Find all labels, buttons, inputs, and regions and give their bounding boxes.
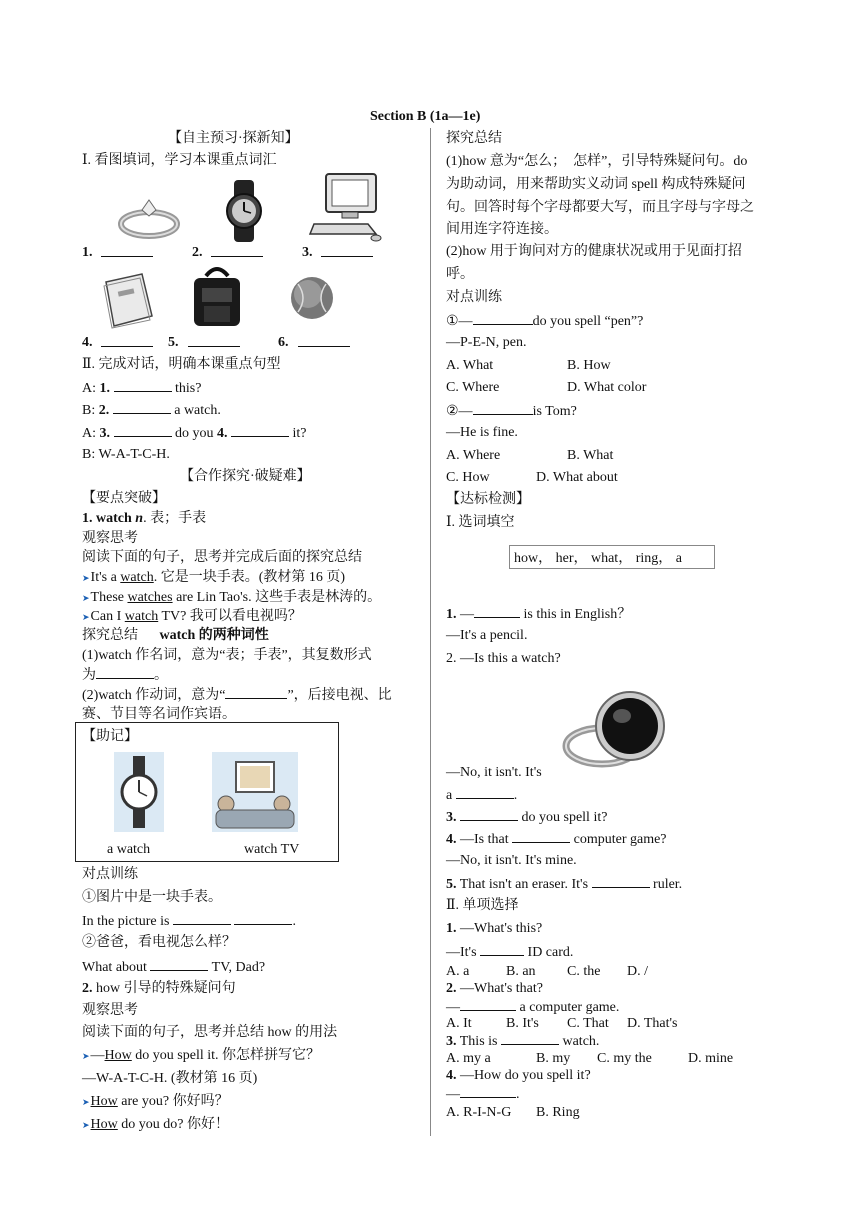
key-points-heading: 【要点突破】 (82, 491, 166, 506)
mc-2-question: 2. —What's that? (446, 981, 543, 996)
mc-4-question: 4. —How do you spell it? (446, 1068, 591, 1083)
drill-1-blank-a[interactable] (173, 912, 231, 925)
picture-number-1: 1. (82, 245, 93, 260)
picture-number-6: 6. (278, 335, 289, 350)
drill-q1-blank[interactable] (473, 312, 533, 325)
memo-caption-watch-tv: watch TV (244, 842, 300, 857)
picture-number-5: 5. (168, 335, 179, 350)
part-of-speech: n (135, 511, 144, 526)
answer-blank-2[interactable] (211, 244, 263, 257)
how-usage-line-2: 为助动词，用来帮助实义动词 spell 构成特殊疑问 (446, 177, 746, 192)
drill-2-blank[interactable] (150, 958, 208, 971)
drill-label: 对点训练 (82, 867, 138, 882)
key-word: watch (96, 511, 132, 526)
mc-3-blank[interactable] (501, 1032, 559, 1045)
mc-1-option-b[interactable]: B. an (506, 964, 536, 979)
mc-1-answer: —It's ID card. (446, 945, 574, 960)
fill-1-blank[interactable] (474, 605, 520, 618)
bullet-arrow-icon: ➤ (82, 1097, 90, 1107)
fill-2-blank[interactable] (456, 786, 514, 799)
drill-2-chinese: ②爸爸，看电视怎么样？ (82, 935, 236, 950)
watch-tv-memo-image (212, 752, 298, 832)
read-think-instruction: 阅读下面的句子，思考并完成后面的探究总结 (82, 550, 362, 565)
dialog-line-2 (82, 401, 221, 420)
dialog-blank-3[interactable] (114, 424, 172, 437)
memo-caption-watch: a watch (107, 842, 151, 857)
drill-q2-blank[interactable] (473, 402, 533, 415)
right-section-1-title: Ⅰ. 选词填空 (446, 515, 515, 530)
fill-2-question: 2. —Is this a watch? (446, 651, 561, 666)
drill-1-english: In the picture is . (82, 914, 296, 929)
example-sentence-2: ➤These watches are Lin Tao's. 这些手表是林涛的。 (82, 590, 382, 606)
answer-blank-6[interactable] (298, 334, 350, 347)
mc-3-option-a[interactable]: A. my a (446, 1051, 491, 1066)
mc-4-blank[interactable] (460, 1085, 516, 1098)
page-title: Section B (1a—1e) (370, 109, 481, 124)
summary-label: 探究总结 (82, 628, 138, 643)
check-heading: 【达标检测】 (446, 492, 530, 507)
mc-2-answer: — a computer game. (446, 1000, 620, 1015)
plural-blank[interactable] (96, 666, 154, 679)
fill-1-answer: —It's a pencil. (446, 628, 528, 643)
watch-image (222, 180, 266, 242)
mc-2-option-c[interactable]: C. That (567, 1016, 609, 1031)
dialog-line-1 (82, 379, 201, 398)
mc-1-question: 1. —What's this? (446, 921, 543, 936)
ring-image (118, 196, 184, 240)
bullet-arrow-icon: ➤ (82, 593, 90, 603)
blank-number: 2. (98, 403, 110, 418)
bullet-arrow-icon: ➤ (82, 573, 90, 583)
mc-2-option-a[interactable]: A. It (446, 1016, 472, 1031)
mc-4-answer: — . (446, 1087, 520, 1102)
section-1-title: Ⅰ. 看图填词，学习本课重点词汇 (82, 153, 277, 168)
section-2-title: Ⅱ. 完成对话，明确本课重点句型 (82, 357, 281, 372)
summary-title: watch 的两种词性 (159, 628, 269, 643)
picture-number-4: 4. (82, 335, 93, 350)
speaker: B: (82, 403, 96, 418)
observe-label: 观察思考 (82, 531, 138, 546)
column-divider (430, 128, 431, 1136)
drill-q1: ①— do you spell “pen”? (446, 314, 644, 329)
key-point-2: 2. how 引导的特殊疑问句 (82, 981, 236, 996)
dialog-text: a watch. (174, 403, 221, 418)
answer-blank-4[interactable] (101, 334, 153, 347)
picture-number-3: 3. (302, 245, 313, 260)
drill-q2: ②— is Tom? (446, 404, 577, 419)
drill-1-chinese: ①图片中是一块手表。 (82, 890, 222, 905)
dialog-text: it? (292, 426, 307, 441)
summary-point-2-line-2: 赛、节目等名词作宾语。 (82, 707, 236, 722)
mc-2-option-d[interactable]: D. That's (627, 1016, 678, 1031)
fill-4: 4. —Is that computer game? (446, 832, 667, 847)
dialog-blank-4[interactable] (231, 424, 289, 437)
summary-point-2-line-1: (2)watch 作动词，意为“ ”，后接电视、比 (82, 688, 392, 703)
blank-number: 4. (217, 426, 228, 441)
fill-5-blank[interactable] (592, 875, 650, 888)
drill-q2-option-c[interactable]: C. How (446, 470, 490, 485)
fill-5: 5. That isn't an eraser. It's ruler. (446, 877, 683, 892)
baseball-image (288, 276, 336, 320)
speaker: A: (82, 381, 96, 396)
how-usage-line-4: 间用连字符连接。 (446, 222, 558, 237)
mc-1-blank[interactable] (480, 943, 524, 956)
answer-blank-5[interactable] (188, 334, 240, 347)
bullet-arrow-icon: ➤ (82, 1051, 90, 1061)
drill-q2-option-a[interactable]: A. Where (446, 448, 501, 463)
fill-4-answer: —No, it isn't. It's mine. (446, 853, 577, 868)
how-usage-line-5: (2)how 用于询问对方的健康状况或用于见面打招 (446, 244, 742, 259)
drill-q1-option-b[interactable]: B. How (567, 358, 611, 373)
blank-number: 1. (99, 381, 110, 396)
speaker: A: (82, 426, 96, 441)
dialog-text: W-A-T-C-H. (98, 447, 170, 462)
fill-2-line-2: a . (446, 788, 518, 803)
how-example-4: ➤How do you do? 你好！ (82, 1117, 229, 1133)
preview-heading: 【自主预习·探新知】 (168, 131, 299, 146)
mc-4-option-a[interactable]: A. R-I-N-G (446, 1105, 512, 1120)
drill-q2-option-d[interactable]: D. What about (536, 470, 618, 485)
answer-blank-1[interactable] (101, 244, 153, 257)
mc-2-option-b[interactable]: B. It's (506, 1016, 539, 1031)
drill-q2-answer: —He is fine. (446, 425, 518, 440)
summary-row (82, 627, 269, 645)
how-example-1: ➤—How do you spell it. 你怎样拼写它？ (82, 1048, 321, 1064)
key-point-number: 1. (82, 511, 93, 526)
drill-q1-option-d[interactable]: D. What color (567, 380, 647, 395)
drill-2-english: What about TV, Dad? (82, 960, 266, 975)
memo-title: 【助记】 (82, 729, 138, 744)
bullet-arrow-icon: ➤ (82, 1120, 90, 1130)
bullet-arrow-icon: ➤ (82, 612, 90, 622)
fill-3: 3. do you spell it? (446, 810, 608, 825)
mc-3-option-b[interactable]: B. my (536, 1051, 571, 1066)
black-ring-image (562, 688, 672, 774)
picture-number-2: 2. (192, 245, 203, 260)
key-point-number: 2. (82, 981, 93, 996)
mc-3-question: 3. This is watch. (446, 1034, 600, 1049)
example-sentence-1: ➤It's a watch. 它是一块手表。(教材第 16 页) (82, 570, 346, 586)
read-think-instruction-2: 阅读下面的句子，思考并总结 how 的用法 (82, 1025, 338, 1040)
word-bank-text: how， her， what， ring， a (514, 551, 682, 566)
summary-point-1-line-2: 为 。 (82, 668, 168, 683)
drill-q2-option-b[interactable]: B. What (567, 448, 614, 463)
right-section-2-title: Ⅱ. 单项选择 (446, 898, 519, 913)
dialog-line-4 (82, 446, 170, 464)
fill-3-blank[interactable] (460, 808, 518, 821)
summary-point-1-line-1: (1)watch 作名词，意为“表；手表”，其复数形式 (82, 648, 372, 663)
blank-number: 3. (99, 426, 110, 441)
fill-1: 1. — is this in English？ (446, 607, 632, 622)
fill-4-blank[interactable] (512, 830, 570, 843)
mc-3-option-c[interactable]: C. my the (597, 1051, 652, 1066)
mc-2-blank[interactable] (460, 998, 516, 1011)
dialog-blank-1[interactable] (114, 379, 172, 392)
computer-image (310, 172, 382, 242)
drill-q1-option-a[interactable]: A. What (446, 358, 494, 373)
notebook-image (100, 272, 156, 328)
drill-1-blank-b[interactable] (234, 912, 292, 925)
example-sentence-3: ➤Can I watch TV? 我可以看电视吗？ (82, 609, 302, 625)
right-drill-label: 对点训练 (446, 290, 502, 305)
mc-1-option-a[interactable]: A. a (446, 964, 470, 979)
mc-4-option-b[interactable]: B. Ring (536, 1105, 580, 1120)
how-example-2: —W-A-T-C-H. (教材第 16 页) (82, 1071, 258, 1086)
drill-q1-answer: —P-E-N, pen. (446, 335, 527, 350)
speaker: B: (82, 447, 96, 462)
coop-heading: 【合作探究·破疑难】 (180, 469, 311, 484)
schoolbag-image (190, 266, 244, 330)
mc-1-option-d[interactable]: D. / (627, 964, 648, 979)
mc-3-option-d[interactable]: D. mine (688, 1051, 734, 1066)
answer-blank-3[interactable] (321, 244, 373, 257)
key-meaning: . 表；手表 (143, 511, 207, 526)
mc-1-option-c[interactable]: C. the (567, 964, 601, 979)
drill-q1-option-c[interactable]: C. Where (446, 380, 500, 395)
how-usage-line-1: (1)how 意为“怎么； 怎样”，引导特殊疑问句。do (446, 154, 748, 169)
observe-label-2: 观察思考 (82, 1003, 138, 1018)
dialog-text: this? (175, 381, 202, 396)
dialog-blank-2[interactable] (113, 401, 171, 414)
fill-2-answer: —No, it isn't. It's (446, 765, 542, 780)
how-usage-line-3: 句。回答时每个字母都要大写，而且字母与字母之 (446, 200, 754, 215)
how-usage-line-6: 呼。 (446, 267, 474, 282)
how-example-3: ➤How are you? 你好吗？ (82, 1094, 229, 1110)
watch-memo-image (114, 752, 164, 832)
right-summary-label: 探究总结 (446, 131, 502, 146)
dialog-text: do you (175, 426, 214, 441)
key-point-1 (82, 510, 206, 528)
dialog-line-3 (82, 424, 307, 443)
meaning-blank[interactable] (225, 686, 287, 699)
